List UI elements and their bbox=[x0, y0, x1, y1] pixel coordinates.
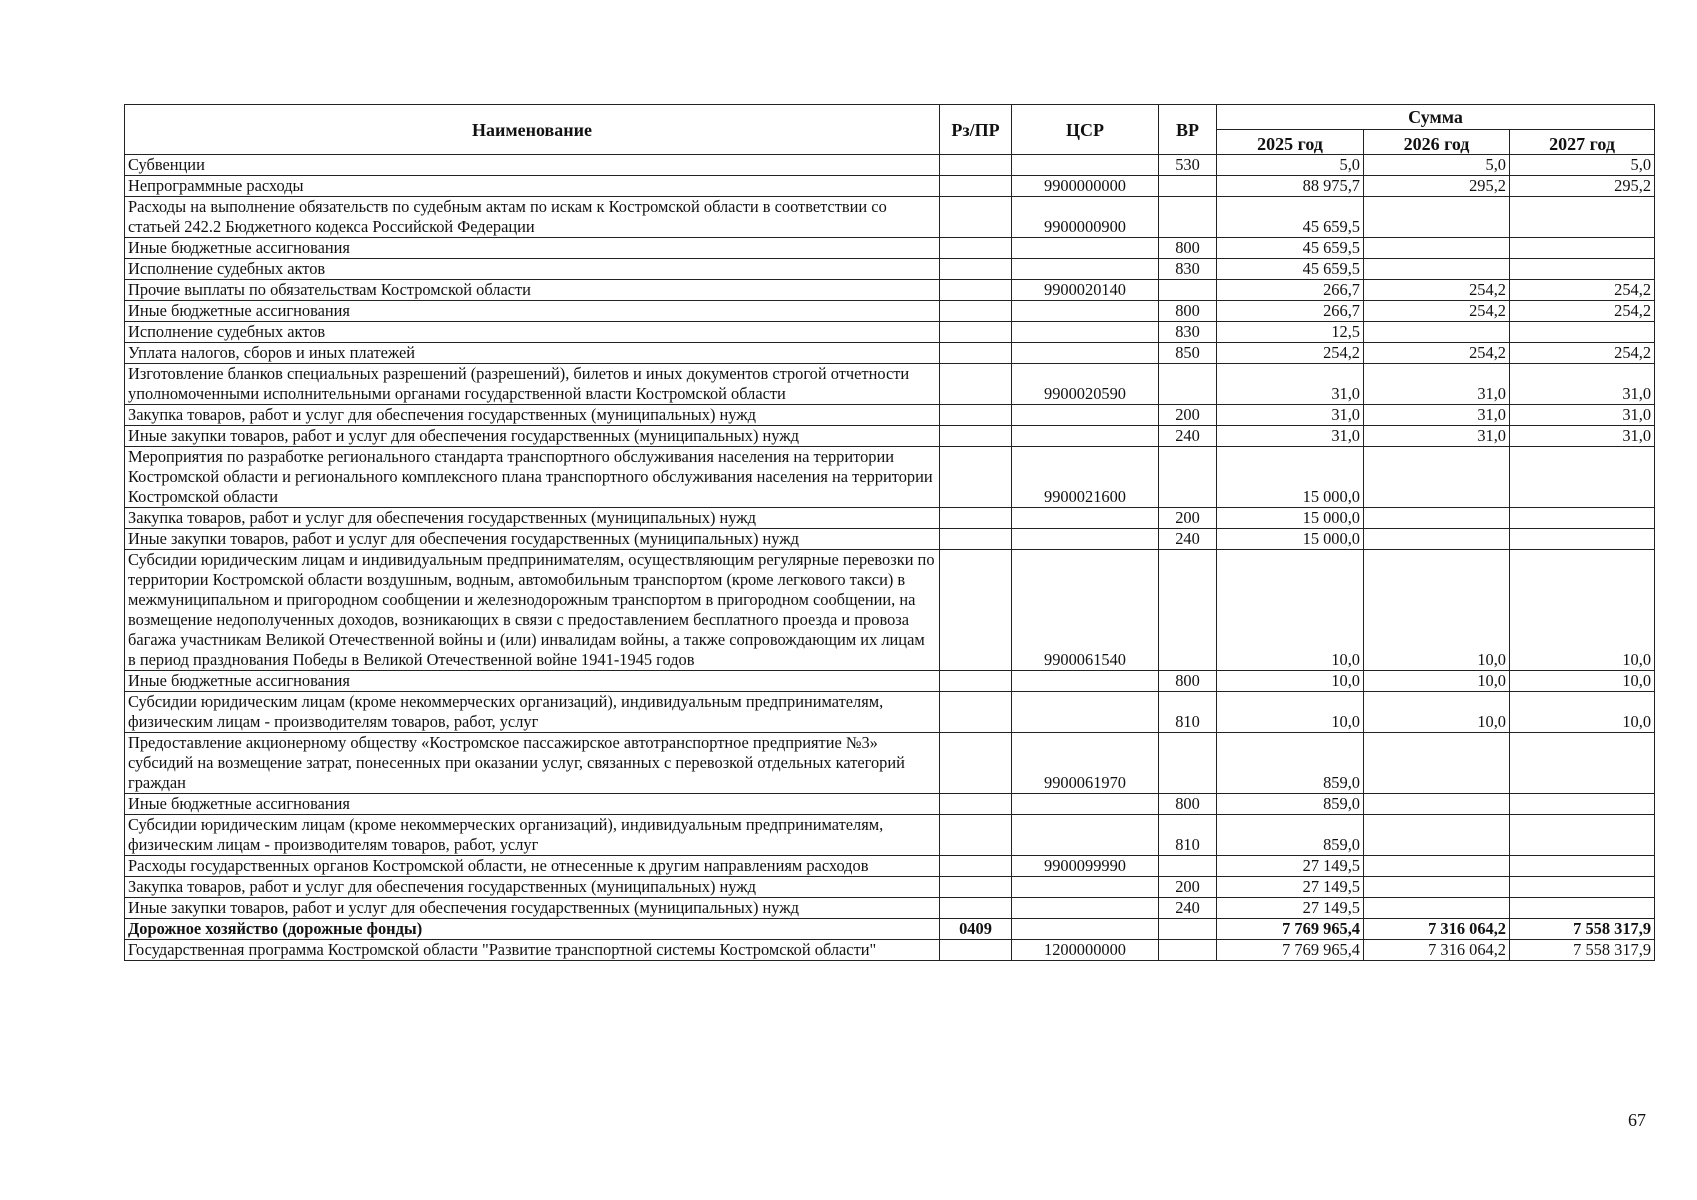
cell-2026 bbox=[1364, 322, 1510, 343]
cell-2027 bbox=[1510, 259, 1655, 280]
cell-name: Субсидии юридическим лицам (кроме некоммерческих организаций), индивидуальным предпринимателям, физическим лицам - производителям товаров, работ, услуг bbox=[125, 692, 940, 733]
cell-vr: 200 bbox=[1159, 877, 1217, 898]
cell-vr: 810 bbox=[1159, 815, 1217, 856]
cell-name: Закупка товаров, работ и услуг для обеспечения государственных (муниципальных) нужд bbox=[125, 508, 940, 529]
cell-2026: 5,0 bbox=[1364, 155, 1510, 176]
cell-2026 bbox=[1364, 529, 1510, 550]
cell-name: Изготовление бланков специальных разрешений (разрешений), билетов и иных документов строгой отчетности уполномоченными исполнительными органами государственной власти Костромской области bbox=[125, 364, 940, 405]
table-row bbox=[125, 405, 1655, 426]
cell-2027: 31,0 bbox=[1510, 426, 1655, 447]
cell-2026: 254,2 bbox=[1364, 343, 1510, 364]
table-row bbox=[125, 238, 1655, 259]
cell-2027 bbox=[1510, 898, 1655, 919]
cell-2025: 266,7 bbox=[1217, 301, 1364, 322]
cell-2025: 15 000,0 bbox=[1217, 447, 1364, 508]
cell-2026 bbox=[1364, 259, 1510, 280]
cell-vr bbox=[1159, 940, 1217, 961]
cell-name: Исполнение судебных актов bbox=[125, 259, 940, 280]
cell-rzpr bbox=[940, 343, 1012, 364]
cell-2026 bbox=[1364, 794, 1510, 815]
cell-vr: 200 bbox=[1159, 508, 1217, 529]
cell-2026: 31,0 bbox=[1364, 426, 1510, 447]
cell-csr bbox=[1012, 794, 1159, 815]
cell-2026 bbox=[1364, 815, 1510, 856]
cell-2026: 254,2 bbox=[1364, 280, 1510, 301]
cell-vr: 530 bbox=[1159, 155, 1217, 176]
cell-2027: 10,0 bbox=[1510, 550, 1655, 671]
cell-2025: 27 149,5 bbox=[1217, 877, 1364, 898]
cell-2027: 10,0 bbox=[1510, 692, 1655, 733]
cell-rzpr bbox=[940, 197, 1012, 238]
cell-2027 bbox=[1510, 508, 1655, 529]
cell-csr bbox=[1012, 301, 1159, 322]
header-rzpr: Рз/ПР bbox=[940, 105, 1012, 155]
cell-2025: 7 769 965,4 bbox=[1217, 940, 1364, 961]
cell-name: Закупка товаров, работ и услуг для обеспечения государственных (муниципальных) нужд bbox=[125, 405, 940, 426]
cell-csr bbox=[1012, 155, 1159, 176]
cell-rzpr bbox=[940, 280, 1012, 301]
cell-csr bbox=[1012, 259, 1159, 280]
page-number: 67 bbox=[1628, 1110, 1646, 1130]
header-2027: 2027 год bbox=[1510, 130, 1655, 155]
cell-2027 bbox=[1510, 322, 1655, 343]
cell-rzpr bbox=[940, 815, 1012, 856]
cell-2025: 12,5 bbox=[1217, 322, 1364, 343]
cell-2025: 10,0 bbox=[1217, 550, 1364, 671]
header-csr: ЦСР bbox=[1012, 105, 1159, 155]
cell-name: Иные закупки товаров, работ и услуг для обеспечения государственных (муниципальных) нужд bbox=[125, 426, 940, 447]
cell-name: Мероприятия по разработке регионального стандарта транспортного обслуживания населения на территории Костромской области и регионального комплексного плана транспортного обслуживания населения на территории Костромской области bbox=[125, 447, 940, 508]
cell-2026 bbox=[1364, 238, 1510, 259]
table-row bbox=[125, 301, 1655, 322]
cell-2025: 5,0 bbox=[1217, 155, 1364, 176]
cell-rzpr bbox=[940, 856, 1012, 877]
table-row bbox=[125, 898, 1655, 919]
cell-2027: 254,2 bbox=[1510, 343, 1655, 364]
cell-2027 bbox=[1510, 856, 1655, 877]
cell-2027 bbox=[1510, 815, 1655, 856]
cell-2027 bbox=[1510, 197, 1655, 238]
cell-2027: 10,0 bbox=[1510, 671, 1655, 692]
cell-name: Иные бюджетные ассигнования bbox=[125, 794, 940, 815]
cell-2025: 15 000,0 bbox=[1217, 508, 1364, 529]
cell-name: Субсидии юридическим лицам (кроме некоммерческих организаций), индивидуальным предпринимателям, физическим лицам - производителям товаров, работ, услуг bbox=[125, 815, 940, 856]
cell-vr: 800 bbox=[1159, 794, 1217, 815]
cell-rzpr bbox=[940, 940, 1012, 961]
cell-csr bbox=[1012, 877, 1159, 898]
cell-vr: 240 bbox=[1159, 426, 1217, 447]
cell-vr: 830 bbox=[1159, 259, 1217, 280]
table-row bbox=[125, 815, 1655, 856]
cell-2027 bbox=[1510, 794, 1655, 815]
cell-vr bbox=[1159, 197, 1217, 238]
cell-2027 bbox=[1510, 877, 1655, 898]
cell-2025: 45 659,5 bbox=[1217, 259, 1364, 280]
cell-csr: 9900000900 bbox=[1012, 197, 1159, 238]
cell-rzpr bbox=[940, 508, 1012, 529]
cell-name: Государственная программа Костромской области "Развитие транспортной системы Костромской области" bbox=[125, 940, 940, 961]
cell-vr bbox=[1159, 447, 1217, 508]
cell-rzpr bbox=[940, 364, 1012, 405]
cell-2025: 88 975,7 bbox=[1217, 176, 1364, 197]
cell-2027: 295,2 bbox=[1510, 176, 1655, 197]
header-sum: Сумма bbox=[1217, 105, 1655, 130]
cell-vr bbox=[1159, 364, 1217, 405]
table-row bbox=[125, 426, 1655, 447]
cell-2026: 10,0 bbox=[1364, 550, 1510, 671]
cell-csr bbox=[1012, 529, 1159, 550]
cell-2026: 295,2 bbox=[1364, 176, 1510, 197]
cell-2025: 31,0 bbox=[1217, 426, 1364, 447]
cell-2026 bbox=[1364, 197, 1510, 238]
cell-vr bbox=[1159, 919, 1217, 940]
cell-rzpr bbox=[940, 259, 1012, 280]
cell-rzpr bbox=[940, 426, 1012, 447]
cell-rzpr bbox=[940, 794, 1012, 815]
cell-csr: 9900061540 bbox=[1012, 550, 1159, 671]
header-2026: 2026 год bbox=[1364, 130, 1510, 155]
cell-2027 bbox=[1510, 529, 1655, 550]
cell-2026 bbox=[1364, 898, 1510, 919]
cell-vr bbox=[1159, 550, 1217, 671]
cell-vr bbox=[1159, 856, 1217, 877]
cell-2026 bbox=[1364, 447, 1510, 508]
cell-2027: 7 558 317,9 bbox=[1510, 919, 1655, 940]
cell-vr: 850 bbox=[1159, 343, 1217, 364]
cell-2027 bbox=[1510, 238, 1655, 259]
table-row bbox=[125, 259, 1655, 280]
table-row bbox=[125, 529, 1655, 550]
cell-rzpr bbox=[940, 898, 1012, 919]
cell-rzpr: 0409 bbox=[940, 919, 1012, 940]
cell-vr: 800 bbox=[1159, 301, 1217, 322]
cell-2025: 10,0 bbox=[1217, 671, 1364, 692]
cell-vr bbox=[1159, 733, 1217, 794]
cell-2027 bbox=[1510, 733, 1655, 794]
header-row bbox=[125, 105, 1655, 130]
table-row bbox=[125, 343, 1655, 364]
cell-csr: 9900099990 bbox=[1012, 856, 1159, 877]
cell-csr: 9900020140 bbox=[1012, 280, 1159, 301]
header-vr: ВР bbox=[1159, 105, 1217, 155]
cell-2026: 10,0 bbox=[1364, 671, 1510, 692]
cell-name: Прочие выплаты по обязательствам Костромской области bbox=[125, 280, 940, 301]
table-row bbox=[125, 364, 1655, 405]
cell-csr bbox=[1012, 426, 1159, 447]
cell-2025: 45 659,5 bbox=[1217, 197, 1364, 238]
cell-rzpr bbox=[940, 155, 1012, 176]
table-row bbox=[125, 550, 1655, 671]
table-row bbox=[125, 794, 1655, 815]
cell-vr bbox=[1159, 176, 1217, 197]
cell-name: Иные бюджетные ассигнования bbox=[125, 301, 940, 322]
header-2025: 2025 год bbox=[1217, 130, 1364, 155]
cell-rzpr bbox=[940, 692, 1012, 733]
cell-rzpr bbox=[940, 550, 1012, 671]
table-row bbox=[125, 692, 1655, 733]
cell-name: Иные бюджетные ассигнования bbox=[125, 238, 940, 259]
table-row bbox=[125, 447, 1655, 508]
cell-name: Расходы государственных органов Костромской области, не отнесенные к другим направлениям расходов bbox=[125, 856, 940, 877]
cell-2027: 31,0 bbox=[1510, 405, 1655, 426]
cell-csr: 9900000000 bbox=[1012, 176, 1159, 197]
cell-csr: 1200000000 bbox=[1012, 940, 1159, 961]
cell-2025: 27 149,5 bbox=[1217, 898, 1364, 919]
cell-csr bbox=[1012, 815, 1159, 856]
cell-rzpr bbox=[940, 405, 1012, 426]
table-body bbox=[125, 155, 1655, 961]
cell-name: Непрограммные расходы bbox=[125, 176, 940, 197]
cell-vr: 810 bbox=[1159, 692, 1217, 733]
table-row bbox=[125, 176, 1655, 197]
cell-csr: 9900061970 bbox=[1012, 733, 1159, 794]
cell-2025: 15 000,0 bbox=[1217, 529, 1364, 550]
cell-2026: 7 316 064,2 bbox=[1364, 919, 1510, 940]
cell-2027: 31,0 bbox=[1510, 364, 1655, 405]
cell-csr bbox=[1012, 405, 1159, 426]
cell-vr: 800 bbox=[1159, 671, 1217, 692]
cell-csr bbox=[1012, 508, 1159, 529]
cell-csr bbox=[1012, 692, 1159, 733]
cell-vr: 830 bbox=[1159, 322, 1217, 343]
cell-rzpr bbox=[940, 322, 1012, 343]
cell-2025: 266,7 bbox=[1217, 280, 1364, 301]
cell-name: Исполнение судебных актов bbox=[125, 322, 940, 343]
cell-2026: 254,2 bbox=[1364, 301, 1510, 322]
table-row bbox=[125, 508, 1655, 529]
table-row bbox=[125, 155, 1655, 176]
cell-vr: 200 bbox=[1159, 405, 1217, 426]
cell-2025: 859,0 bbox=[1217, 733, 1364, 794]
cell-rzpr bbox=[940, 301, 1012, 322]
table-row bbox=[125, 197, 1655, 238]
cell-csr: 9900021600 bbox=[1012, 447, 1159, 508]
table-row bbox=[125, 322, 1655, 343]
cell-vr: 800 bbox=[1159, 238, 1217, 259]
cell-2026 bbox=[1364, 877, 1510, 898]
cell-2027: 254,2 bbox=[1510, 280, 1655, 301]
cell-name: Закупка товаров, работ и услуг для обеспечения государственных (муниципальных) нужд bbox=[125, 877, 940, 898]
cell-vr: 240 bbox=[1159, 898, 1217, 919]
cell-name: Предоставление акционерному обществу «Костромское пассажирское автотранспортное предприятие №3» субсидий на возмещение затрат, понесенных при оказании услуг, связанных с перевозкой отдельных категорий граждан bbox=[125, 733, 940, 794]
cell-csr bbox=[1012, 343, 1159, 364]
cell-name: Расходы на выполнение обязательств по судебным актам по искам к Костромской области в соответствии со статьей 242.2 Бюджетного кодекса Российской Федерации bbox=[125, 197, 940, 238]
cell-rzpr bbox=[940, 176, 1012, 197]
cell-name: Субвенции bbox=[125, 155, 940, 176]
header-name: Наименование bbox=[125, 105, 940, 155]
cell-2025: 10,0 bbox=[1217, 692, 1364, 733]
table-row bbox=[125, 940, 1655, 961]
cell-vr: 240 bbox=[1159, 529, 1217, 550]
cell-2025: 31,0 bbox=[1217, 405, 1364, 426]
cell-2026 bbox=[1364, 508, 1510, 529]
cell-csr: 9900020590 bbox=[1012, 364, 1159, 405]
cell-2026: 31,0 bbox=[1364, 405, 1510, 426]
cell-2025: 859,0 bbox=[1217, 794, 1364, 815]
cell-name: Уплата налогов, сборов и иных платежей bbox=[125, 343, 940, 364]
cell-2026: 10,0 bbox=[1364, 692, 1510, 733]
table-row bbox=[125, 877, 1655, 898]
cell-name: Иные бюджетные ассигнования bbox=[125, 671, 940, 692]
table-row bbox=[125, 733, 1655, 794]
cell-rzpr bbox=[940, 529, 1012, 550]
cell-2027: 254,2 bbox=[1510, 301, 1655, 322]
cell-2026 bbox=[1364, 733, 1510, 794]
cell-vr bbox=[1159, 280, 1217, 301]
cell-2025: 45 659,5 bbox=[1217, 238, 1364, 259]
cell-2025: 31,0 bbox=[1217, 364, 1364, 405]
cell-2026: 7 316 064,2 bbox=[1364, 940, 1510, 961]
cell-rzpr bbox=[940, 733, 1012, 794]
cell-csr bbox=[1012, 671, 1159, 692]
cell-name: Иные закупки товаров, работ и услуг для обеспечения государственных (муниципальных) нужд bbox=[125, 898, 940, 919]
cell-name: Субсидии юридическим лицам и индивидуальным предпринимателям, осуществляющим регулярные перевозки по территории Костромской области воздушным, водным, автомобильным транспортом (кроме легкового такси) в межмуниципальном и пригородном сообщении и железнодорожным транспортом в пригородном сообщении, на возмещение недополученных доходов, возникающих в связи с предоставлением бесплатного проезда и провоза багажа участникам Великой Отечественной войны и (или) инвалидам войны, а также сопровождающим их лицам в период празднования Победы в Великой Отечественной войне 1941-1945 годов bbox=[125, 550, 940, 671]
cell-name: Иные закупки товаров, работ и услуг для обеспечения государственных (муниципальных) нужд bbox=[125, 529, 940, 550]
cell-rzpr bbox=[940, 877, 1012, 898]
table-row bbox=[125, 671, 1655, 692]
cell-csr bbox=[1012, 898, 1159, 919]
cell-csr bbox=[1012, 322, 1159, 343]
cell-2027 bbox=[1510, 447, 1655, 508]
cell-2027: 5,0 bbox=[1510, 155, 1655, 176]
cell-name: Дорожное хозяйство (дорожные фонды) bbox=[125, 919, 940, 940]
cell-rzpr bbox=[940, 238, 1012, 259]
table-row bbox=[125, 919, 1655, 940]
table-row bbox=[125, 856, 1655, 877]
cell-2025: 254,2 bbox=[1217, 343, 1364, 364]
cell-csr bbox=[1012, 238, 1159, 259]
cell-2025: 859,0 bbox=[1217, 815, 1364, 856]
cell-csr bbox=[1012, 919, 1159, 940]
cell-2027: 7 558 317,9 bbox=[1510, 940, 1655, 961]
cell-2025: 7 769 965,4 bbox=[1217, 919, 1364, 940]
budget-table bbox=[124, 104, 1655, 961]
cell-2025: 27 149,5 bbox=[1217, 856, 1364, 877]
cell-2026: 31,0 bbox=[1364, 364, 1510, 405]
cell-rzpr bbox=[940, 447, 1012, 508]
cell-2026 bbox=[1364, 856, 1510, 877]
cell-rzpr bbox=[940, 671, 1012, 692]
table-row bbox=[125, 280, 1655, 301]
